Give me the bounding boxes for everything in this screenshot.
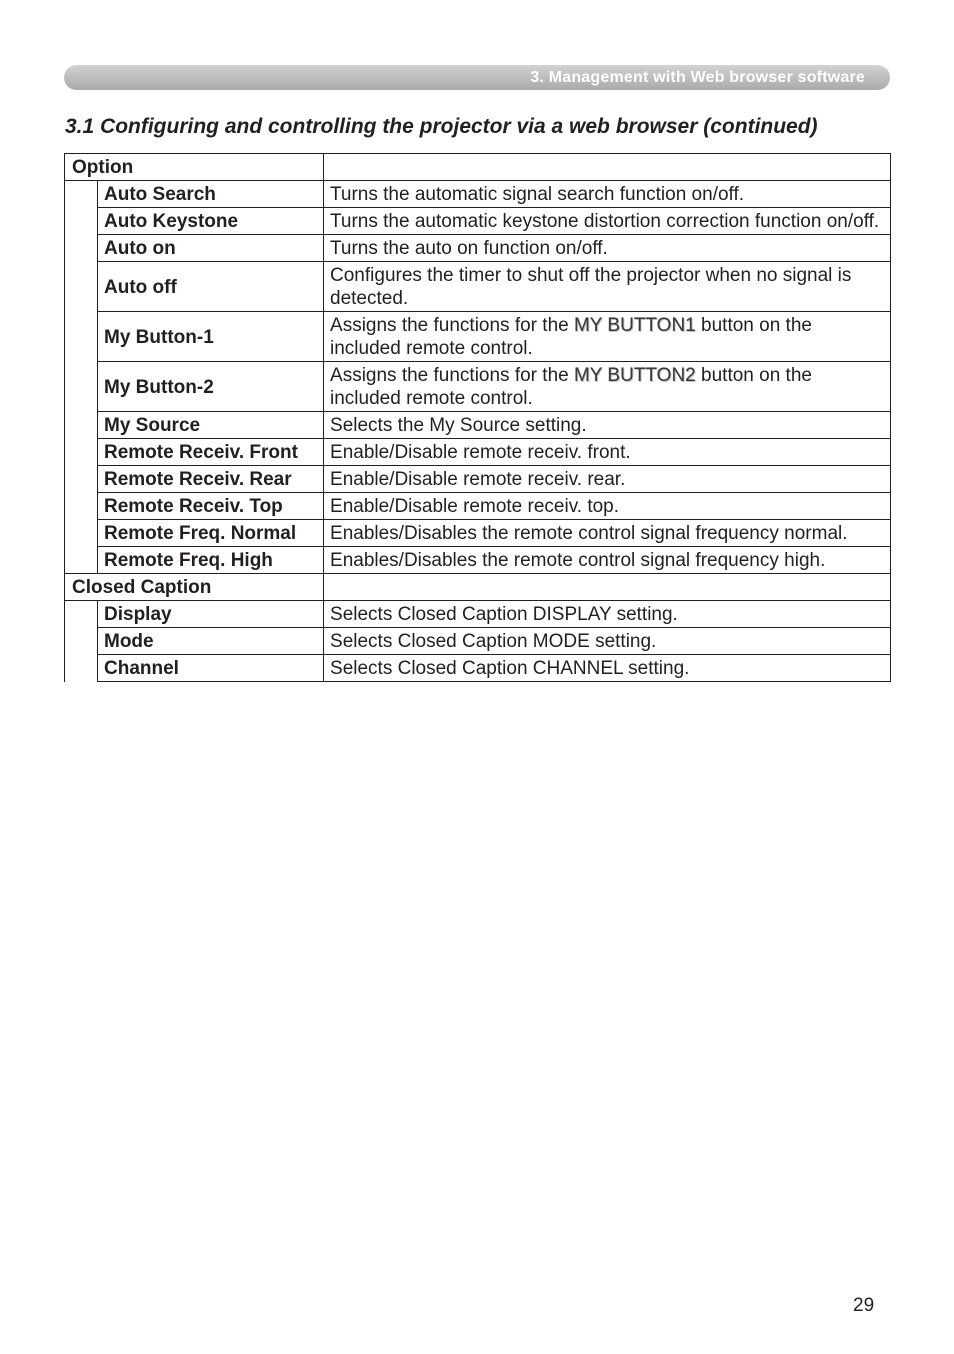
setting-description [324, 362, 891, 412]
table-row [65, 235, 891, 262]
group-label: Closed Caption [65, 574, 324, 601]
table-row [65, 362, 891, 412]
table-row [65, 601, 891, 628]
page-number: 29 [853, 1295, 875, 1316]
setting-name: Remote Freq. Normal [98, 520, 324, 547]
setting-name: Channel [98, 655, 324, 682]
setting-description: Selects Closed Caption CHANNEL setting. [324, 655, 891, 682]
table-row [65, 439, 891, 466]
setting-description: Turns the automatic keystone distortion correction function on/off. [324, 208, 891, 235]
setting-name: Auto Search [98, 181, 324, 208]
setting-name: Remote Freq. High [98, 547, 324, 574]
description-text: Assigns the functions for the [330, 365, 574, 386]
setting-name: Display [98, 601, 324, 628]
my-button2-label: MY BUTTON2 [573, 365, 696, 386]
setting-name: My Button-1 [98, 312, 324, 362]
setting-description: Configures the timer to shut off the projector when no signal is detected. [324, 262, 891, 312]
setting-name: My Source [98, 412, 324, 439]
setting-name: Remote Receiv. Top [98, 493, 324, 520]
table-row [65, 208, 891, 235]
group-desc-empty [324, 154, 891, 181]
settings-table [64, 153, 891, 682]
setting-name: Remote Receiv. Front [98, 439, 324, 466]
description-text: button on the included remote control. [330, 315, 812, 359]
setting-name: Auto on [98, 235, 324, 262]
setting-description: Turns the automatic signal search function on/off. [324, 181, 891, 208]
setting-description [324, 312, 891, 362]
table-row [65, 466, 891, 493]
description-text: Assigns the functions for the [330, 315, 574, 336]
table-row [65, 655, 891, 682]
setting-description: Turns the auto on function on/off. [324, 235, 891, 262]
setting-description: Enable/Disable remote receiv. top. [324, 493, 891, 520]
setting-description: Enables/Disables the remote control signal frequency normal. [324, 520, 891, 547]
setting-name: Auto Keystone [98, 208, 324, 235]
chapter-header-bar [64, 65, 890, 90]
table-row [65, 547, 891, 574]
setting-description: Enables/Disables the remote control signal frequency high. [324, 547, 891, 574]
group-desc-empty [324, 574, 891, 601]
setting-name: Mode [98, 628, 324, 655]
chapter-title: 3. Management with Web browser software [530, 69, 865, 86]
setting-description: Selects Closed Caption DISPLAY setting. [324, 601, 891, 628]
table-row [65, 520, 891, 547]
table-row [65, 412, 891, 439]
group-indent [65, 601, 98, 682]
group-indent [65, 181, 98, 574]
description-text: button on the included remote control. [330, 365, 812, 409]
setting-name: Auto off [98, 262, 324, 312]
setting-description: Selects Closed Caption MODE setting. [324, 628, 891, 655]
setting-description: Enable/Disable remote receiv. front. [324, 439, 891, 466]
table-row [65, 181, 891, 208]
group-row-option [65, 154, 891, 181]
table-row [65, 312, 891, 362]
setting-name: My Button-2 [98, 362, 324, 412]
table-row [65, 262, 891, 312]
group-row-closed-caption [65, 574, 891, 601]
section-title: 3.1 Configuring and controlling the projector via a web browser (continued) [65, 115, 818, 138]
table-row [65, 628, 891, 655]
my-button1-label: MY BUTTON1 [573, 315, 696, 336]
setting-description: Selects the My Source setting. [324, 412, 891, 439]
group-label: Option [65, 154, 324, 181]
setting-name: Remote Receiv. Rear [98, 466, 324, 493]
setting-description: Enable/Disable remote receiv. rear. [324, 466, 891, 493]
table-row [65, 493, 891, 520]
